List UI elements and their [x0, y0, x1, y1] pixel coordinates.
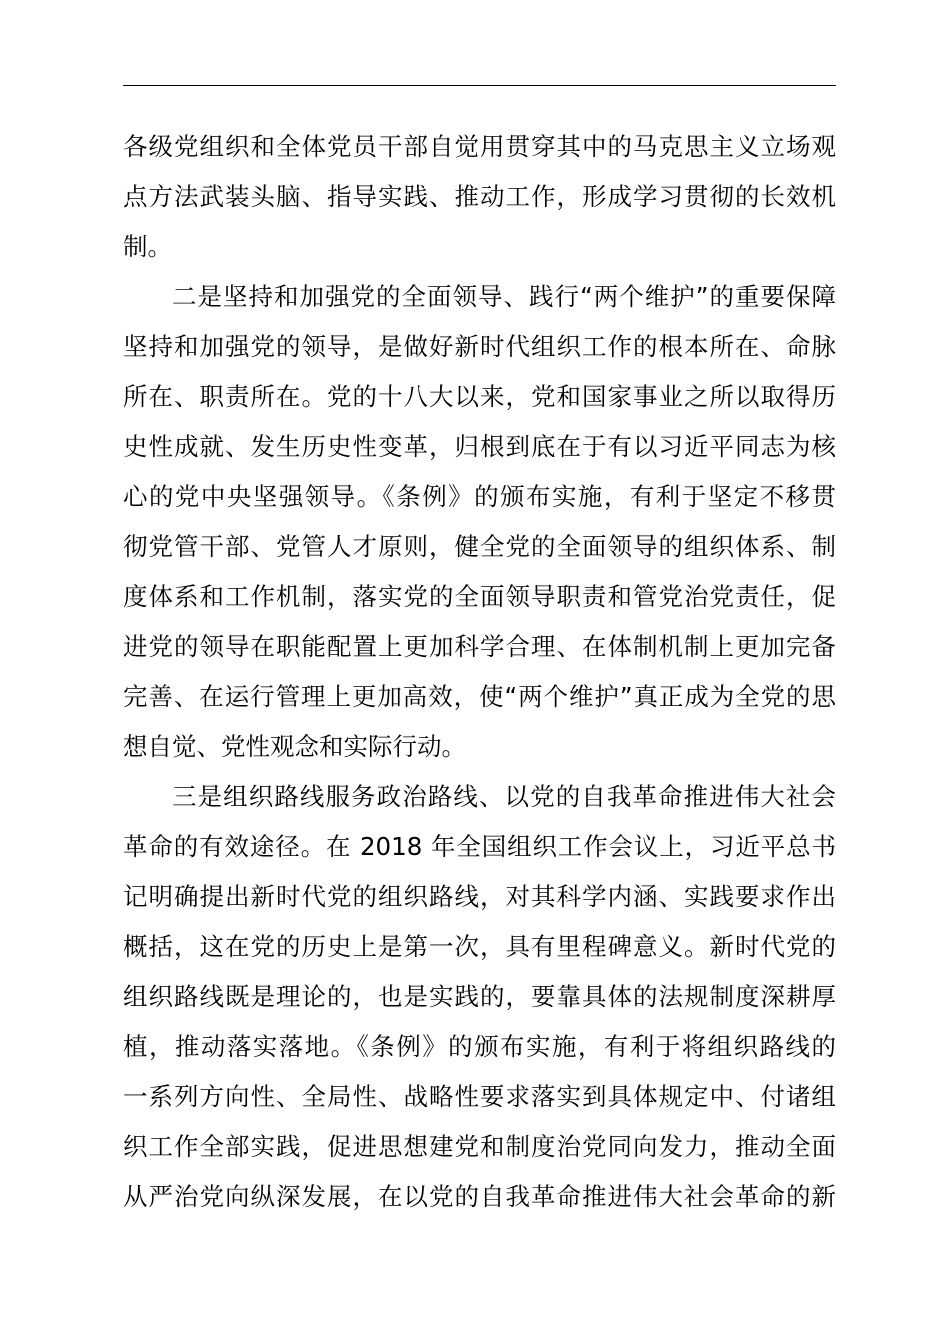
- paragraph-3: [123, 772, 836, 1222]
- text-line: 三是组织路线服务政治路线、以党的自我革命推进伟大社会: [172, 782, 836, 811]
- text-line: 一系列方向性、全局性、战略性要求落实到具体规定中、付诸组: [123, 1082, 836, 1111]
- text-line: 心的党中央坚强领导。《条例》的颁布实施，有利于坚定不移贯: [123, 482, 836, 511]
- text-line: 二是坚持和加强党的全面领导、践行“两个维护”的重要保障: [172, 282, 836, 311]
- text-line: 完善、在运行管理上更加高效，使“两个维护”真正成为全党的思: [123, 682, 836, 711]
- text-line: 度体系和工作机制，落实党的全面领导职责和管党治党责任，促: [123, 582, 836, 611]
- text-line: 革命的有效途径。在 2018 年全国组织工作会议上，习近平总书: [123, 832, 836, 861]
- text-line: 坚持和加强党的领导，是做好新时代组织工作的根本所在、命脉: [123, 332, 836, 361]
- document-body: [123, 122, 836, 1222]
- header-rule: [123, 85, 836, 86]
- text-line: 植，推动落实落地。《条例》的颁布实施，有利于将组织路线的: [123, 1032, 836, 1061]
- text-line: 概括，这在党的历史上是第一次，具有里程碑意义。新时代党的: [123, 932, 836, 961]
- text-line: 制。: [123, 232, 172, 261]
- text-line: 记明确提出新时代党的组织路线，对其科学内涵、实践要求作出: [123, 882, 836, 911]
- paragraph-1: [123, 122, 836, 272]
- text-line: 从严治党向纵深发展，在以党的自我革命推进伟大社会革命的新: [123, 1182, 836, 1211]
- text-line: 织工作全部实践，促进思想建党和制度治党同向发力，推动全面: [123, 1132, 836, 1161]
- text-line: 点方法武装头脑、指导实践、推动工作，形成学习贯彻的长效机: [123, 182, 836, 211]
- text-line: 进党的领导在职能配置上更加科学合理、在体制机制上更加完备: [123, 632, 836, 661]
- paragraph-2: [123, 272, 836, 772]
- text-line: 组织路线既是理论的，也是实践的，要靠具体的法规制度深耕厚: [123, 982, 836, 1011]
- text-line: 各级党组织和全体党员干部自觉用贯穿其中的马克思主义立场观: [123, 132, 836, 161]
- text-line: 所在、职责所在。党的十八大以来，党和国家事业之所以取得历: [123, 382, 836, 411]
- text-line: 史性成就、发生历史性变革，归根到底在于有以习近平同志为核: [123, 432, 836, 461]
- text-line: 想自觉、党性观念和实际行动。: [123, 732, 466, 761]
- text-line: 彻党管干部、党管人才原则，健全党的全面领导的组织体系、制: [123, 532, 836, 561]
